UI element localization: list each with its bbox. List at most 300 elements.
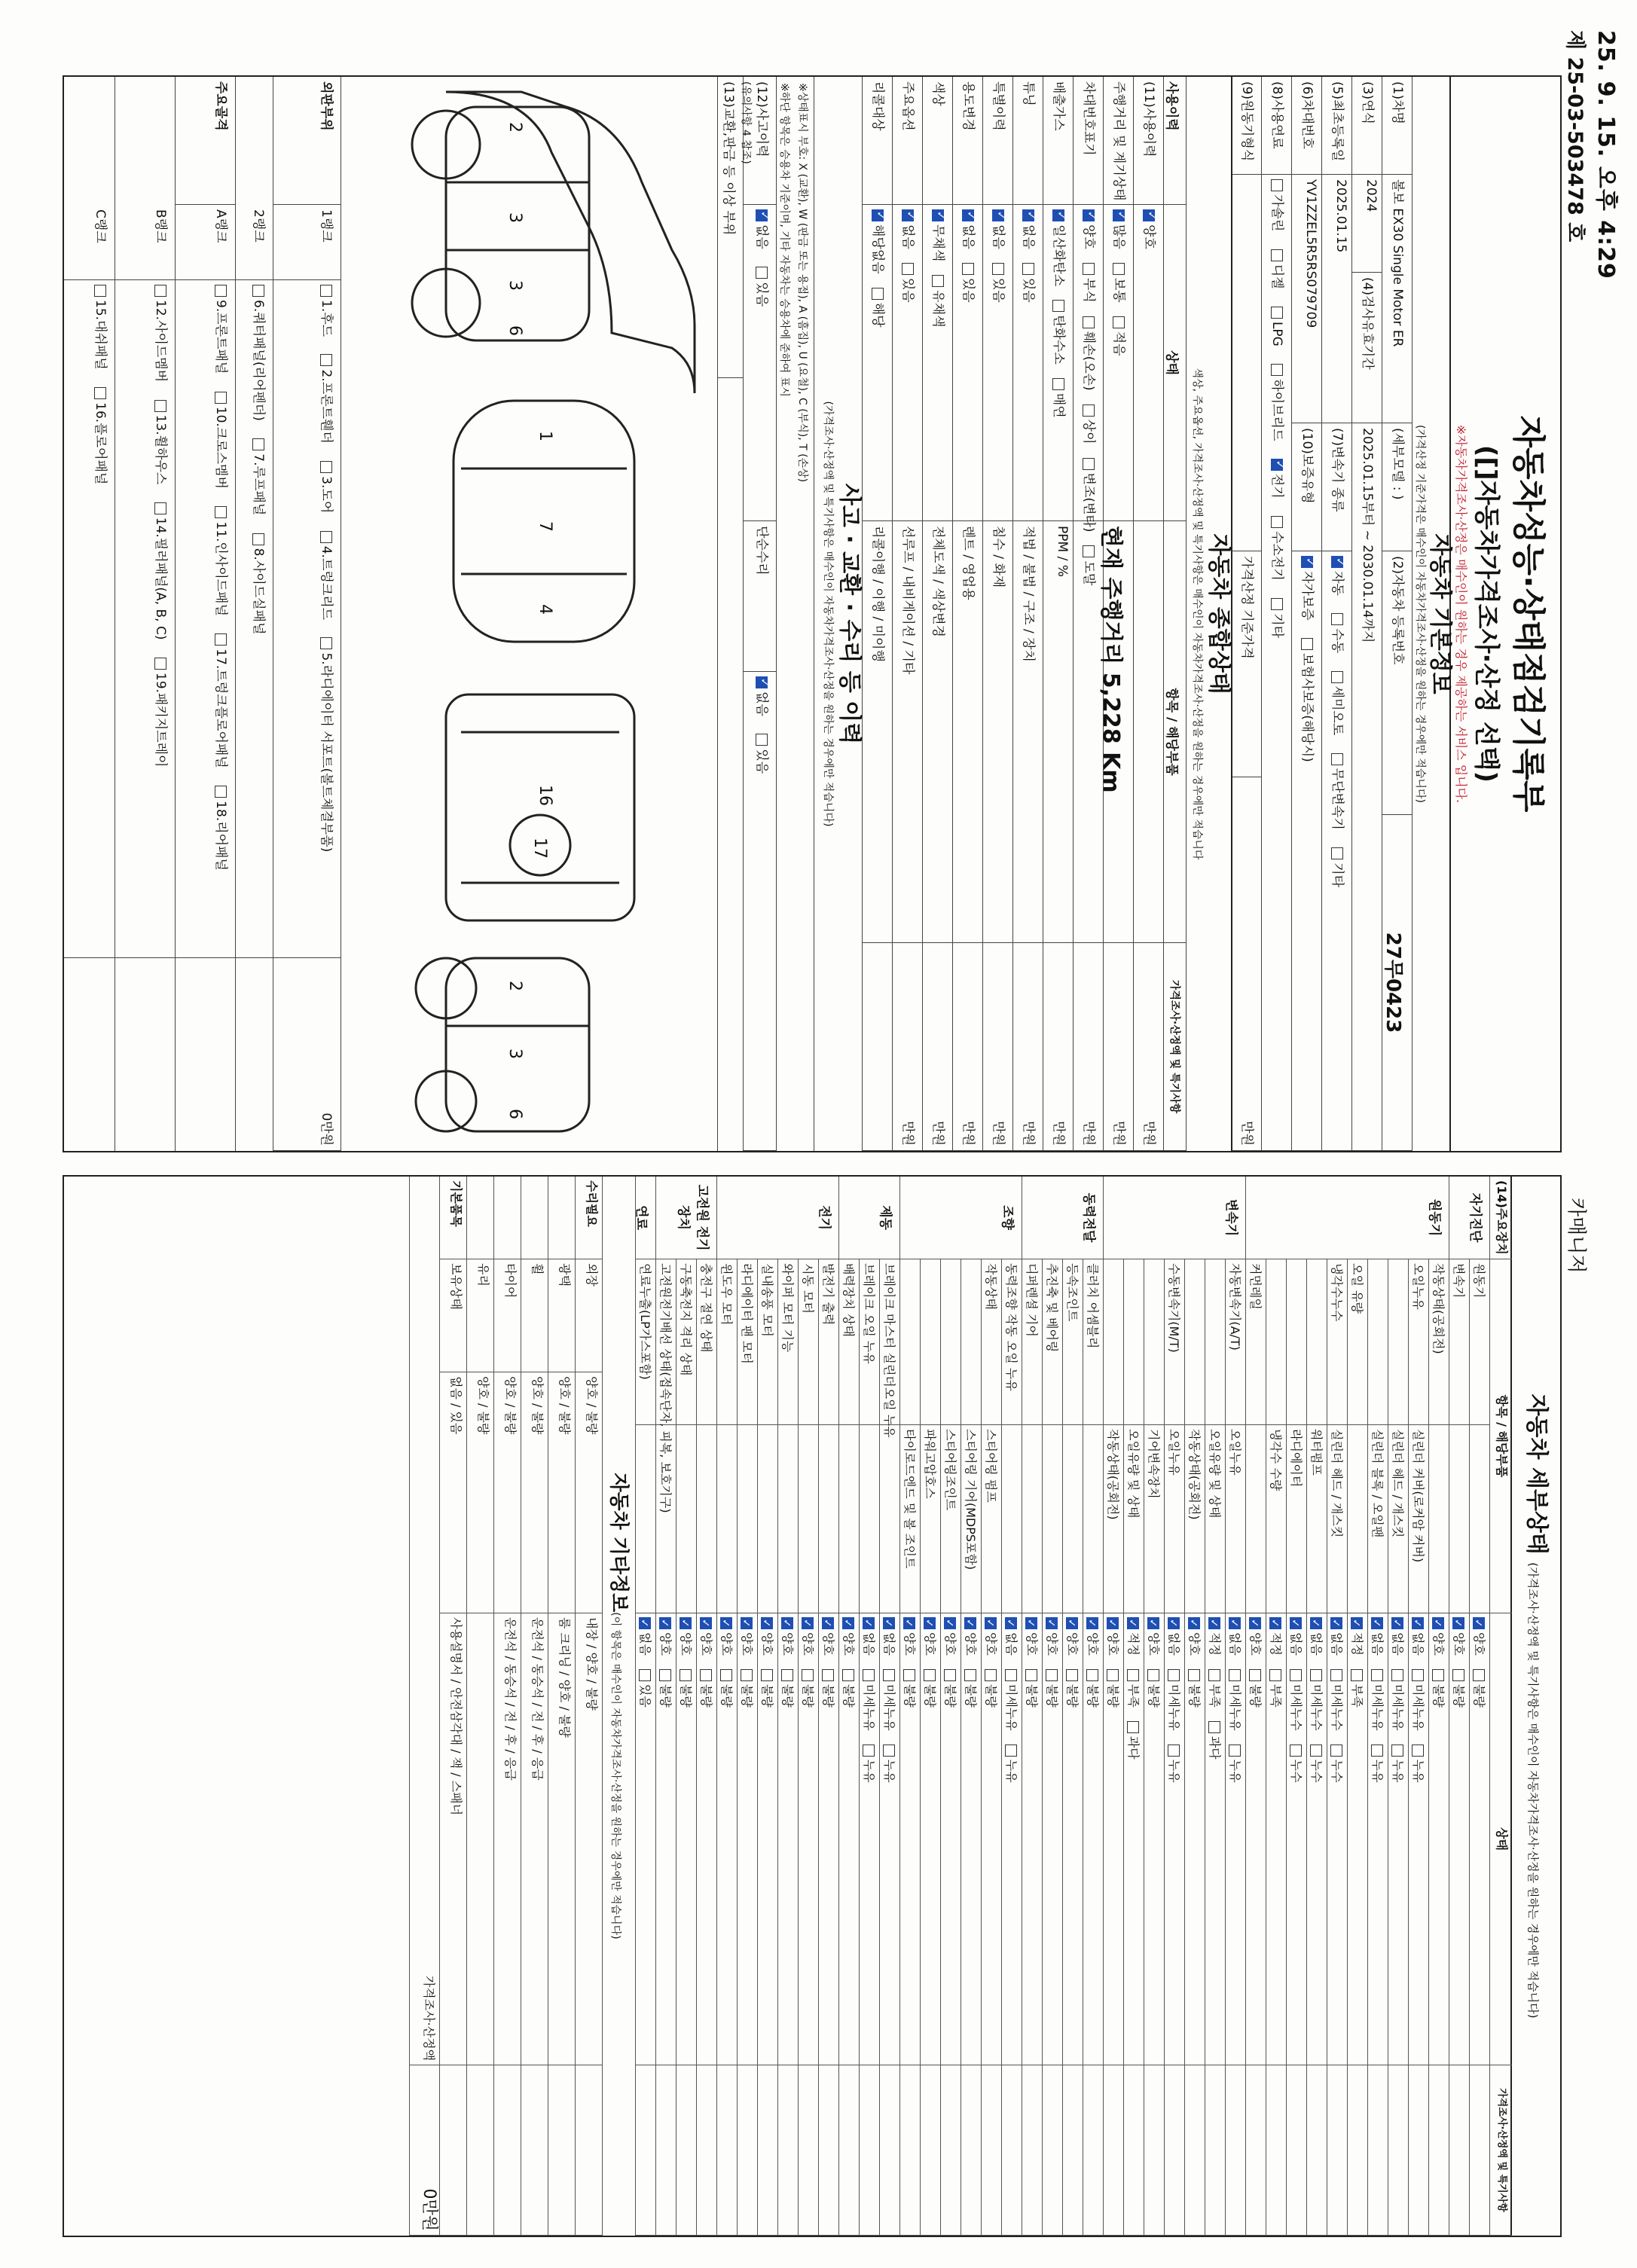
detail-price — [1083, 2065, 1103, 2236]
detail-row — [1367, 1259, 1388, 2236]
state-checkbox[interactable] — [944, 1617, 956, 1629]
summary-row-label: 주요옵션 — [893, 77, 922, 205]
other-group — [521, 1177, 548, 1259]
detail-subitem — [1002, 1425, 1022, 1613]
state-checkbox[interactable] — [1269, 1617, 1281, 1629]
other-options: 양호 / 불량 — [521, 1372, 548, 1613]
car-part-numbers — [505, 122, 554, 1119]
basic-row-vin — [1291, 77, 1321, 1151]
summary-row-state: ✓많음보통적음 — [1104, 205, 1133, 521]
transmission-auto-checkbox[interactable] — [1331, 556, 1343, 568]
state-checkbox[interactable] — [1107, 1617, 1119, 1629]
state-checkbox[interactable] — [1147, 1669, 1159, 1681]
detail-subitem — [1083, 1425, 1103, 1613]
state-checkbox[interactable] — [1005, 1744, 1017, 1757]
detail-row — [1327, 1259, 1347, 2236]
state-checkbox[interactable] — [1229, 1744, 1241, 1757]
detail-item — [1185, 1259, 1205, 1425]
service-notice: ※자동차가격조사·산정은 매수인이 원하는 경우 제공하는 서비스 입니다. — [1454, 424, 1468, 804]
detail-state: ✓없음미세누유누유 — [1226, 1613, 1245, 2065]
detail-subitem: 냉각수 수량 — [1266, 1425, 1286, 1613]
state-checkbox[interactable] — [1351, 1617, 1363, 1629]
state-checkbox[interactable] — [741, 1617, 753, 1629]
value-first-reg: 2025.01.15 — [1322, 175, 1351, 423]
detail-group-label: 자기진단 — [1449, 1177, 1489, 1259]
state-checkbox[interactable] — [1005, 1669, 1017, 1681]
accident-none-checkbox[interactable] — [756, 209, 768, 221]
detail-price — [758, 2065, 777, 2236]
state-checkbox[interactable] — [962, 263, 974, 275]
detail-row — [1022, 1259, 1042, 2236]
other-detail — [467, 1613, 493, 2065]
state-checkbox[interactable] — [992, 209, 1004, 221]
state-checkbox[interactable] — [1269, 1669, 1281, 1681]
detail-subitem — [1470, 1425, 1489, 1613]
detail-state: ✓양호불량 — [1043, 1613, 1062, 2065]
state-checkbox[interactable] — [1107, 1669, 1119, 1681]
detail-price — [1022, 2065, 1042, 2236]
state-checkbox[interactable] — [863, 1669, 875, 1681]
state-checkbox[interactable] — [1208, 1669, 1220, 1681]
detail-item: 브레이크 마스터 실린더오일 누유 — [880, 1259, 899, 1425]
state-checkbox[interactable] — [1330, 1744, 1342, 1757]
simple-repair-label: 단순수리 — [744, 521, 776, 672]
state-checkbox[interactable] — [1147, 1617, 1159, 1629]
detail-subitem: 오일유량 및 상태 — [1205, 1425, 1225, 1613]
detail-item: 오일누유 — [1409, 1259, 1428, 1425]
state-checkbox[interactable] — [1452, 1669, 1464, 1681]
fuel-electric-checkbox[interactable] — [1271, 459, 1283, 471]
state-checkbox[interactable] — [802, 1617, 814, 1629]
state-checkbox[interactable] — [639, 1617, 651, 1629]
detail-subitem — [1449, 1425, 1469, 1613]
state-checkbox[interactable] — [863, 1744, 875, 1757]
inspection-left-page — [63, 75, 1562, 1152]
state-checkbox[interactable] — [1113, 316, 1125, 328]
rank1-items: 1.후드 2.프론트휀더 3.도어 4.트렁크리드 5.라디에이터 서포트(볼트체결부품) — [273, 280, 341, 958]
detail-subitem: 실린더 헤드 / 개스킷 — [1327, 1425, 1347, 1613]
state-checkbox[interactable] — [720, 1617, 732, 1629]
state-checkbox[interactable] — [1229, 1669, 1241, 1681]
state-checkbox[interactable] — [1412, 1669, 1424, 1681]
state-checkbox[interactable] — [924, 1669, 936, 1681]
detail-item: 연료누출(LP가스포함) — [636, 1259, 655, 1425]
detail-state: ✓양호불량 — [778, 1613, 798, 2065]
car-side-view-left — [412, 92, 695, 393]
summary-row-state: ✓없음있음 — [893, 205, 922, 521]
summary-row-label: (11)사용이력 — [1134, 77, 1163, 205]
detail-state: ✓없음미세누유누유 — [1368, 1613, 1388, 2065]
state-checkbox[interactable] — [761, 1669, 773, 1681]
part-number: 6 — [505, 325, 524, 336]
detail-state: ✓없음미세누유누유 — [1388, 1613, 1408, 2065]
state-checkbox[interactable] — [1066, 1617, 1078, 1629]
state-checkbox[interactable] — [659, 1617, 671, 1629]
part-number: 2 — [505, 122, 524, 133]
state-checkbox[interactable] — [1022, 209, 1034, 221]
summary-row-state: ✓일산화탄소탄화수소매연 — [1043, 205, 1073, 521]
state-checkbox[interactable] — [781, 1669, 793, 1681]
state-checkbox[interactable] — [1290, 1669, 1302, 1681]
state-checkbox[interactable] — [1025, 1669, 1037, 1681]
document-subtitle: ([]자동차가격조사·산정 선택) — [1471, 444, 1501, 783]
detail-price — [697, 2065, 716, 2236]
detail-title: 자동차 세부상태 — [1523, 1393, 1550, 1555]
other-detail: 내장 / 양호 / 불량 — [576, 1613, 602, 2065]
state-checkbox[interactable] — [761, 1617, 773, 1629]
state-checkbox[interactable] — [1473, 1669, 1485, 1681]
detail-state: ✓양호불량 — [1449, 1613, 1469, 2065]
state-checkbox[interactable] — [1208, 1617, 1220, 1629]
other-info-row — [575, 1177, 602, 2236]
state-checkbox[interactable] — [1168, 1744, 1180, 1757]
detail-row — [1428, 1259, 1449, 2236]
summary-col-headers: 사용이력 상태 항목 / 해당부품 가격조사·산정액 및 특기사항 — [1163, 77, 1186, 1151]
value-year: 2024 — [1352, 175, 1382, 273]
state-checkbox[interactable] — [842, 1669, 854, 1681]
state-checkbox[interactable] — [903, 1669, 915, 1681]
other-item: 외장 — [576, 1259, 602, 1372]
detail-row — [981, 1259, 1001, 2236]
detail-subitem: 실린더 헤드 / 개스킷 — [1388, 1425, 1408, 1613]
detail-row — [1225, 1259, 1245, 2236]
part-number: 1 — [536, 431, 554, 441]
state-checkbox[interactable] — [680, 1669, 692, 1681]
summary-row-state: ✓없음있음 — [1013, 205, 1043, 521]
other-detail: 운전석 / 동승석 / 전 / 후 / 응급 — [494, 1613, 521, 2065]
state-checkbox[interactable] — [680, 1617, 692, 1629]
summary-row-price: 만원 — [1074, 943, 1103, 1151]
state-checkbox[interactable] — [1473, 1617, 1485, 1629]
detail-state: ✓양호불량 — [1063, 1613, 1083, 2065]
state-checkbox[interactable] — [932, 275, 944, 287]
state-checkbox[interactable] — [700, 1669, 712, 1681]
detail-row — [676, 1259, 696, 2236]
summary-row — [952, 77, 982, 1151]
state-checkbox[interactable] — [1052, 378, 1064, 390]
state-checkbox[interactable] — [1330, 1617, 1342, 1629]
state-checkbox[interactable] — [883, 1744, 895, 1757]
state-checkbox[interactable] — [1025, 1617, 1037, 1629]
summary-row-state: ✓양호 — [1134, 205, 1163, 521]
detail-subitem: 라디에이터 — [1287, 1425, 1306, 1613]
state-checkbox[interactable] — [1083, 263, 1095, 275]
detail-price — [1104, 2065, 1123, 2236]
other-price — [494, 2065, 521, 2236]
detail-item: 커먼레일 — [1246, 1259, 1266, 1425]
detail-item — [900, 1259, 920, 1425]
other-options: 양호 / 불량 — [548, 1372, 575, 1613]
summary-row-price: 만원 — [953, 943, 982, 1151]
basic-row-year — [1351, 77, 1382, 1151]
detail-price — [1307, 2065, 1327, 2236]
part-number: 3 — [505, 1049, 524, 1059]
detail-subitem: 기어변속장치 — [1144, 1425, 1164, 1613]
basic-info-header — [1412, 77, 1451, 1151]
state-checkbox[interactable] — [962, 209, 974, 221]
detail-state: ✓양호불량 — [1185, 1613, 1205, 2065]
state-checkbox[interactable] — [822, 1617, 834, 1629]
detail-row — [1042, 1259, 1062, 2236]
detail-subitem — [1348, 1425, 1367, 1613]
detail-row — [777, 1259, 798, 2236]
state-checkbox[interactable] — [741, 1669, 753, 1681]
state-checkbox[interactable] — [902, 209, 914, 221]
detail-item: 원동기 — [1470, 1259, 1489, 1425]
state-checkbox[interactable] — [1310, 1617, 1322, 1629]
detail-row — [1103, 1259, 1123, 2236]
state-checkbox[interactable] — [872, 288, 884, 300]
detail-state: ✓양호불량 — [1429, 1613, 1449, 2065]
summary-row-parts: 적법 / 불법 / 구조 / 장치 — [1013, 521, 1043, 943]
detail-item — [961, 1259, 981, 1425]
state-checkbox[interactable] — [1310, 1669, 1322, 1681]
basic-info-note: (가격산정 기준가격은 매수인이 자동차가격조사·산정을 원하는 경우에만 적습니다) — [1414, 425, 1426, 803]
detail-subitem: 오일유량 및 상태 — [1124, 1425, 1144, 1613]
detail-row — [1123, 1259, 1144, 2236]
detail-state: ✓양호불량 — [982, 1613, 1001, 2065]
state-checkbox[interactable] — [1391, 1744, 1403, 1757]
detail-price — [839, 2065, 859, 2236]
transmission-options: ✓자동 수동 세미오토 무단변속기 기타 — [1322, 551, 1351, 1151]
detail-row — [1449, 1259, 1469, 2236]
detail-item: 배력장치 상태 — [839, 1259, 859, 1425]
state-checkbox[interactable] — [1086, 1669, 1098, 1681]
label-first-reg: (5)최초등록일 — [1322, 77, 1351, 175]
state-checkbox[interactable] — [700, 1617, 712, 1629]
detail-group-label: 연료 — [635, 1177, 655, 1259]
detail-price — [880, 2065, 899, 2236]
footer-price-value: 0만원 — [410, 2065, 439, 2236]
detail-row — [1062, 1259, 1083, 2236]
detail-row — [859, 1259, 879, 2236]
detail-state: ✓양호불량 — [1022, 1613, 1042, 2065]
detail-row — [757, 1259, 777, 2236]
detail-subitem — [778, 1425, 798, 1613]
state-checkbox[interactable] — [883, 1669, 895, 1681]
summary-row-price: 만원 — [1134, 943, 1163, 1151]
detail-row — [920, 1259, 940, 2236]
part-number: 3 — [505, 280, 524, 291]
summary-row-parts: 침수 / 화재 — [983, 521, 1012, 943]
legend-line-1: ※상태표시 부호: X (교환), W (판금 또는 용접), A (흠집), U (요철), C (부식), T (손상) — [796, 83, 808, 483]
summary-row-parts — [1074, 521, 1103, 943]
state-checkbox[interactable] — [1371, 1617, 1383, 1629]
summary-row-label: 튜닝 — [1013, 77, 1043, 205]
detail-state: ✓양호불량 — [758, 1613, 777, 2065]
detail-subitem — [636, 1425, 655, 1613]
detail-state: ✓없음미세누유누유 — [1002, 1613, 1022, 2065]
detail-subitem — [1246, 1425, 1266, 1613]
summary-row-parts: 전체도색 / 색상변경 — [923, 521, 952, 943]
state-checkbox[interactable] — [1188, 1669, 1200, 1681]
detail-group-label: 조향 — [899, 1177, 1022, 1259]
state-checkbox[interactable] — [1083, 404, 1095, 417]
detail-item: 냉각수누수 — [1327, 1259, 1347, 1425]
car-diagrams — [341, 77, 717, 1151]
detail-item: 자동변속기(A/T) — [1226, 1259, 1245, 1425]
other-detail: 운전석 / 동승석 / 전 / 후 / 응급 — [521, 1613, 548, 2065]
detail-state: ✓없음미세누유누유 — [1165, 1613, 1184, 2065]
state-checkbox[interactable] — [902, 263, 914, 275]
state-checkbox[interactable] — [1432, 1669, 1444, 1681]
detail-item: 실내송풍 모터 — [758, 1259, 777, 1425]
detail-item — [1104, 1259, 1123, 1425]
state-checkbox[interactable] — [1249, 1617, 1261, 1629]
detail-price — [1185, 2065, 1205, 2236]
summary-row-price: 만원 — [1043, 943, 1073, 1151]
state-checkbox[interactable] — [1127, 1721, 1139, 1733]
state-checkbox[interactable] — [1412, 1744, 1424, 1757]
state-checkbox[interactable] — [1330, 1669, 1342, 1681]
detail-subitem — [799, 1425, 818, 1613]
state-checkbox[interactable] — [964, 1669, 976, 1681]
detail-subitem — [839, 1425, 859, 1613]
state-checkbox[interactable] — [1113, 209, 1125, 221]
detail-item: 작동상태 — [982, 1259, 1001, 1425]
warranty-options: ✓자가보증 보험사보증(해당시) — [1292, 551, 1321, 1151]
detail-subitem — [738, 1425, 757, 1613]
detail-subitem — [819, 1425, 838, 1613]
detail-state: ✓적정부족과다 — [1124, 1613, 1144, 2065]
state-checkbox[interactable] — [1168, 1669, 1180, 1681]
state-checkbox[interactable] — [944, 1669, 956, 1681]
detail-row — [1184, 1259, 1205, 2236]
state-checkbox[interactable] — [1290, 1617, 1302, 1629]
state-checkbox[interactable] — [1452, 1617, 1464, 1629]
detail-price — [1287, 2065, 1306, 2236]
state-checkbox[interactable] — [1351, 1669, 1363, 1681]
state-checkbox[interactable] — [1371, 1744, 1383, 1757]
detail-subitem — [758, 1425, 777, 1613]
detail-item: 디퍼렌셜 기어 — [1022, 1259, 1042, 1425]
state-checkbox[interactable] — [1371, 1669, 1383, 1681]
state-checkbox[interactable] — [1412, 1617, 1424, 1629]
detail-item — [1307, 1259, 1327, 1425]
state-checkbox[interactable] — [1168, 1617, 1180, 1629]
state-checkbox[interactable] — [1083, 316, 1095, 328]
state-checkbox[interactable] — [842, 1617, 854, 1629]
state-checkbox[interactable] — [1046, 1669, 1058, 1681]
state-checkbox[interactable] — [883, 1617, 895, 1629]
detail-price — [1144, 2065, 1164, 2236]
document-title: 자동차성능·상태점검기록부 — [1509, 415, 1547, 813]
state-checkbox[interactable] — [1022, 263, 1034, 275]
detail-price — [961, 2065, 981, 2236]
summary-row — [892, 77, 922, 1151]
state-checkbox[interactable] — [1052, 300, 1064, 312]
state-checkbox[interactable] — [992, 263, 1004, 275]
detail-state: ✓양호불량 — [1144, 1613, 1164, 2065]
outer-panel-rank1 — [273, 77, 341, 1151]
detail-row — [1469, 1259, 1489, 2236]
other-price — [576, 2065, 602, 2236]
exterior-label-row — [717, 77, 743, 1151]
other-group — [494, 1177, 521, 1259]
state-checkbox[interactable] — [1083, 209, 1095, 221]
part-number: 3 — [505, 212, 524, 223]
accident-legend — [776, 77, 814, 1151]
state-checkbox[interactable] — [985, 1617, 997, 1629]
detail-item: 와이퍼 모터 기능 — [778, 1259, 798, 1425]
state-checkbox[interactable] — [863, 1617, 875, 1629]
detail-subitem: 작동상태(공회전) — [1104, 1425, 1123, 1613]
state-checkbox[interactable] — [1432, 1617, 1444, 1629]
other-info-row — [548, 1177, 575, 2236]
simple-repair-none-checkbox[interactable] — [756, 676, 768, 688]
state-checkbox[interactable] — [1066, 1669, 1078, 1681]
state-checkbox[interactable] — [924, 1617, 936, 1629]
state-checkbox[interactable] — [802, 1669, 814, 1681]
state-checkbox[interactable] — [1229, 1617, 1241, 1629]
detail-state: ✓적정부족과다 — [1205, 1613, 1225, 2065]
state-checkbox[interactable] — [1391, 1617, 1403, 1629]
state-checkbox[interactable] — [1249, 1669, 1261, 1681]
state-checkbox[interactable] — [659, 1669, 671, 1681]
state-checkbox[interactable] — [639, 1669, 651, 1681]
detail-item: 시동 모터 — [799, 1259, 818, 1425]
detail-state: ✓양호불량 — [1104, 1613, 1123, 2065]
state-checkbox[interactable] — [1046, 1617, 1058, 1629]
detail-state: ✓양호불량 — [1246, 1613, 1266, 2065]
summary-row — [1133, 77, 1163, 1151]
state-checkbox[interactable] — [1143, 209, 1155, 221]
detail-subitem — [860, 1425, 879, 1613]
state-checkbox[interactable] — [932, 209, 944, 221]
detail-subitem: 오일누유 — [1165, 1425, 1184, 1613]
detail-state: ✓양호불량 — [1470, 1613, 1489, 2065]
state-checkbox[interactable] — [1310, 1744, 1322, 1757]
state-checkbox[interactable] — [903, 1617, 915, 1629]
detail-item: 수동변속기(M/T) — [1165, 1259, 1184, 1425]
detail-row — [1286, 1259, 1306, 2236]
state-checkbox[interactable] — [1208, 1721, 1220, 1733]
summary-row-label: 차대번호표기 — [1074, 77, 1103, 205]
state-checkbox[interactable] — [781, 1617, 793, 1629]
detail-group-label: 원동기 — [1245, 1177, 1449, 1259]
detail-price — [1470, 2065, 1489, 2236]
state-checkbox[interactable] — [1290, 1744, 1302, 1757]
detail-item — [1124, 1259, 1144, 1425]
rank1-label: 1랭크 — [273, 205, 341, 280]
state-checkbox[interactable] — [985, 1669, 997, 1681]
state-checkbox[interactable] — [1127, 1617, 1139, 1629]
car-diagram-row — [341, 77, 717, 1151]
summary-row-price: 만원 — [1013, 943, 1043, 1151]
state-checkbox[interactable] — [1052, 209, 1064, 221]
detail-price — [860, 2065, 879, 2236]
state-checkbox[interactable] — [872, 209, 884, 221]
state-checkbox[interactable] — [1086, 1617, 1098, 1629]
state-checkbox[interactable] — [720, 1669, 732, 1681]
detail-row — [716, 1259, 737, 2236]
state-checkbox[interactable] — [1005, 1617, 1017, 1629]
state-checkbox[interactable] — [1188, 1617, 1200, 1629]
state-checkbox[interactable] — [1391, 1669, 1403, 1681]
detail-state: ✓없음미세누유누유 — [860, 1613, 879, 2065]
label-vin: (6)차대번호 — [1292, 77, 1321, 175]
state-checkbox[interactable] — [964, 1617, 976, 1629]
detail-state: ✓양호불량 — [738, 1613, 757, 2065]
detail-row — [1001, 1259, 1022, 2236]
detail-row — [879, 1259, 899, 2236]
state-checkbox[interactable] — [1113, 263, 1125, 275]
state-checkbox[interactable] — [1127, 1669, 1139, 1681]
state-checkbox[interactable] — [822, 1669, 834, 1681]
left-title-box — [1449, 77, 1560, 1151]
other-group: 수리필요 — [576, 1177, 602, 1259]
state-checkbox[interactable] — [1083, 458, 1095, 470]
